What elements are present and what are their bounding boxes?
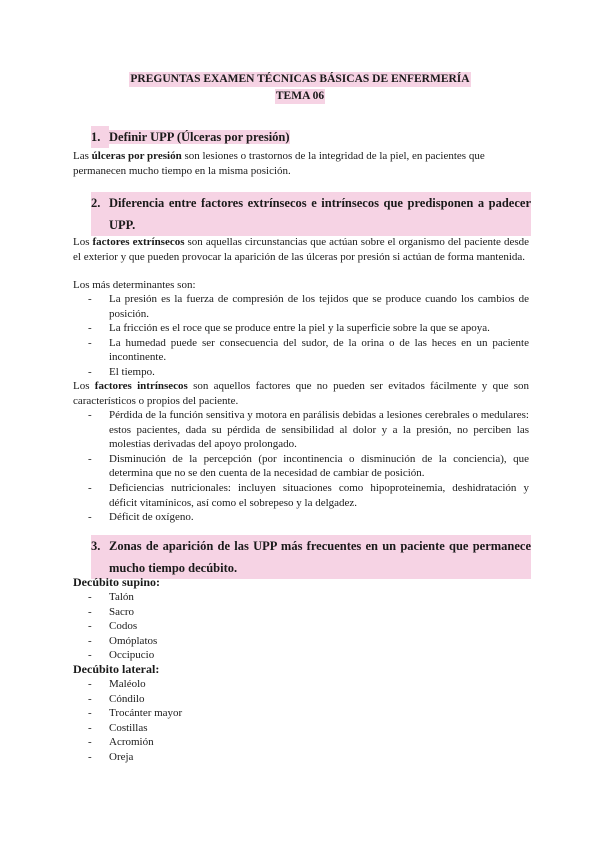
list-item: - Trocánter mayor — [88, 707, 183, 720]
question-number: 1. — [91, 126, 109, 148]
intrinsic-list — [73, 408, 529, 525]
question-title: Diferencia entre factores extrínsecos e intrínsecos que predisponen a padecer UPP. — [109, 192, 531, 236]
list-item: - Omóplatos — [88, 634, 158, 647]
question-number: 2. — [91, 192, 109, 236]
extrinsic-definition: Los factores extrínsecos son aquellas circunstancias que actúan sobre el organismo del paciente desde el exterior y que pueden provocar la aparición de las úlceras por presión si actúan de forma mantenida. — [73, 236, 530, 263]
list-item: - Acromión — [88, 736, 154, 749]
lateral-label: Decúbito lateral: — [73, 662, 160, 676]
list-item: - Sacro — [88, 605, 135, 618]
list-item: - Disminución de la percepción (por incontinencia o disminución de la conciencia), que determina que no se den cuenta de la necesidad de cambiar de posición. — [88, 452, 529, 480]
document-title — [0, 69, 600, 103]
list-item: - El tiempo. — [88, 365, 155, 378]
term-intrinsecos: factores intrínsecos — [94, 380, 188, 392]
list-item: - Pérdida de la función sensitiva y motora en parálisis debidas a lesiones cerebrales o medulares: estos pacientes, dada su pérdida de sensibilidad al dolor y a la presión, no perciben las molestias derivadas del apoyo prolongado. — [88, 409, 529, 451]
question-1-heading — [91, 126, 290, 148]
list-item: - Costillas — [88, 721, 148, 734]
list-item: - Oreja — [88, 750, 134, 763]
list-item: - La humedad puede ser consecuencia del sudor, de la orina o de las heces en un paciente incontinente. — [88, 336, 529, 364]
title-line-1: PREGUNTAS EXAMEN TÉCNICAS BÁSICAS DE ENFERMERÍA — [130, 73, 470, 85]
term-ulceras: úlceras por presión — [91, 150, 182, 162]
list-item: - Codos — [88, 620, 138, 633]
question-number: 3. — [91, 535, 109, 579]
term-extrinsecos: factores extrínsecos — [92, 236, 185, 248]
determinantes-label: Los más determinantes son: — [73, 279, 196, 291]
question-2-heading — [91, 192, 531, 236]
list-item: - La fricción es el roce que se produce entre la piel y la superficie sobre la que se apoya. — [88, 322, 490, 335]
list-item: - Talón — [88, 591, 134, 603]
list-item: - La presión es la fuerza de compresión de los tejidos que se produce cuando los cambios de posición. — [88, 293, 529, 320]
extrinsic-list — [73, 292, 529, 380]
supino-list — [73, 590, 529, 663]
question-1-answer: Las úlceras por presión son lesiones o trastornos de la integridad de la piel, en pacientes que permanecen mucho tiempo en la misma posición. — [73, 150, 485, 177]
list-item: - Deficiencias nutricionales: incluyen situaciones como hipoproteinemia, deshidratación y déficit vitamínicos, así como el sobrepeso y la delgadez. — [88, 481, 529, 509]
lateral-list — [73, 677, 529, 765]
list-item: - Cóndilo — [88, 692, 145, 705]
list-item: - Maléolo — [88, 678, 146, 690]
title-line-2: TEMA 06 — [275, 90, 325, 102]
intrinsic-definition: Los factores intrínsecos son aquellos factores que no pueden ser evitados fácilmente y que son característicos o propios del paciente. — [73, 380, 530, 407]
list-item: - Déficit de oxígeno. — [88, 511, 194, 524]
question-title: Definir UPP (Úlceras por presión) — [109, 130, 290, 144]
list-item: - Occipucio — [88, 649, 155, 662]
question-3-heading — [91, 535, 531, 579]
supino-label: Decúbito supino: — [73, 575, 161, 589]
question-title: Zonas de aparición de las UPP más frecuentes en un paciente que permanece mucho tiempo decúbito. — [109, 535, 531, 579]
